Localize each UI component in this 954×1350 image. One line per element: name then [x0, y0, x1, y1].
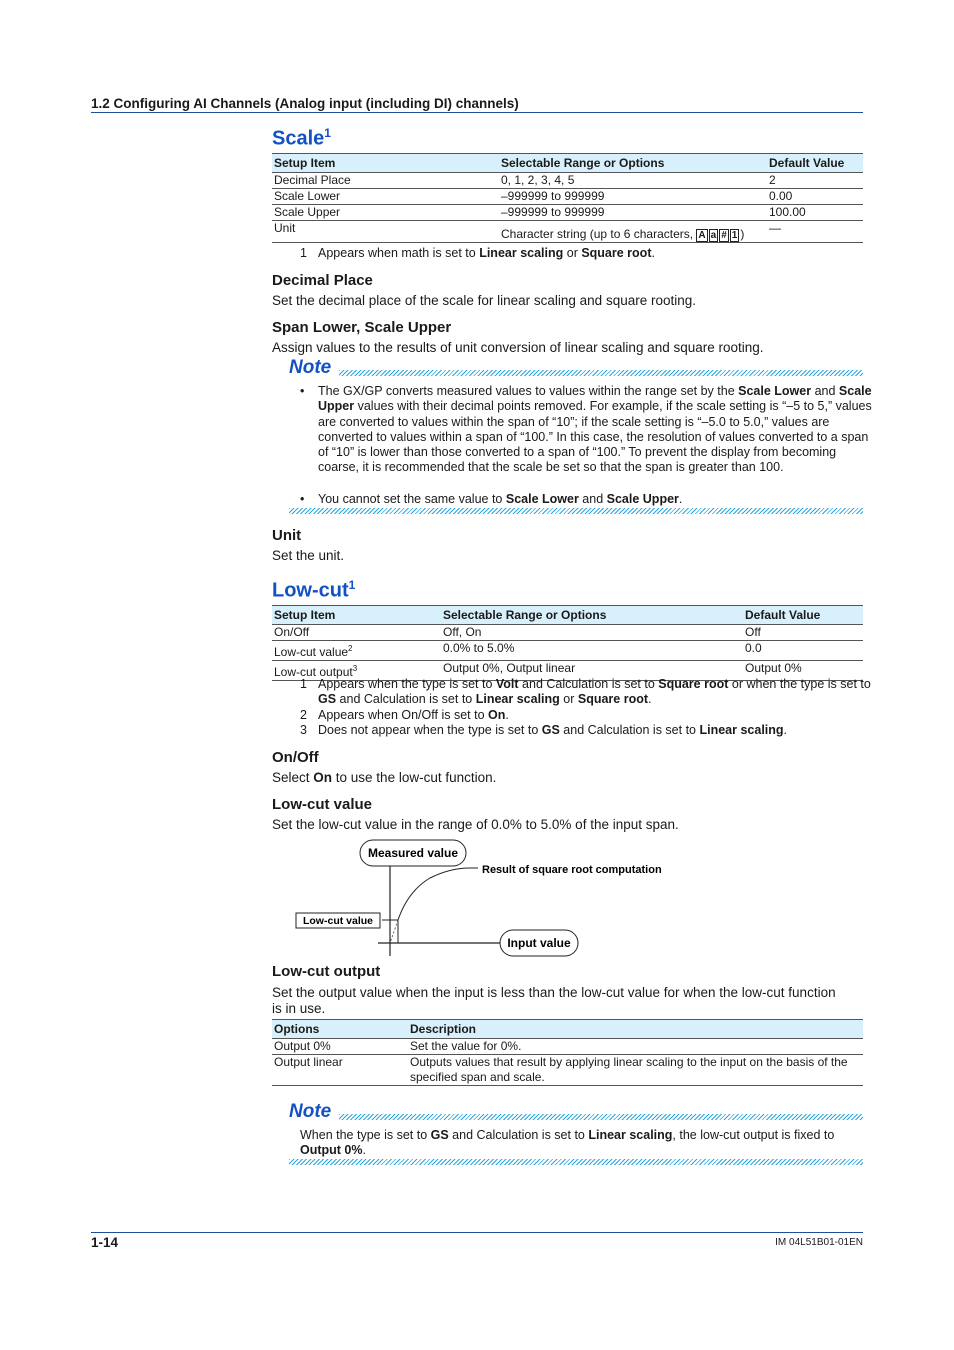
lowcut-output-table — [272, 1019, 863, 1086]
measured-value-label: Measured value — [367, 846, 459, 860]
key-lower-icon: a — [710, 230, 717, 241]
key-upper-icon: A — [698, 230, 706, 241]
scale-footnote — [300, 246, 878, 261]
text: Linear scaling — [479, 246, 564, 260]
table-row — [272, 173, 863, 189]
text: Appears when the type is set to — [318, 677, 496, 691]
cell-unit-range — [499, 221, 767, 243]
col-options: Options — [272, 1020, 408, 1039]
text: Square root — [581, 246, 652, 260]
text: Scale Upper — [606, 492, 679, 506]
col-setup-item: Setup Item — [272, 154, 499, 173]
result-label: Result of square root computation — [482, 864, 662, 876]
note-hatch-2 — [339, 1114, 863, 1120]
lowcut-diagram — [290, 836, 690, 966]
text: Select — [272, 770, 314, 785]
text: Square root — [658, 677, 729, 691]
cell: — — [767, 221, 863, 243]
page-number: 1-14 — [91, 1235, 119, 1250]
lowcut-output-text: Set the output value when the input is less than the low-cut value for when the low-cut function is in use. — [272, 985, 836, 1016]
cell: 0.0 — [743, 641, 863, 661]
text: Scale Lower — [738, 384, 812, 398]
table-row — [272, 221, 863, 243]
text: and Calculation is set to — [559, 723, 700, 737]
table-row — [272, 625, 863, 641]
text: On — [488, 708, 506, 722]
text: and Calculation is set to — [336, 692, 476, 707]
cell — [272, 641, 441, 661]
bullet: • — [300, 492, 305, 506]
key-symbol-icon: # — [721, 230, 727, 241]
col-range: Selectable Range or Options — [499, 154, 767, 173]
note-title-2: Note — [289, 1101, 332, 1122]
section-header: 1.2 Configuring AI Channels (Analog input (including DI) channels) — [91, 96, 863, 113]
cell — [272, 625, 441, 641]
cell: 0.00 — [767, 189, 863, 205]
text: The GX/GP converts measured values to values within the range set by the — [318, 384, 739, 398]
key-number-icon: 1 — [731, 230, 738, 241]
text: Low-cut value — [274, 645, 349, 659]
dashed-line — [390, 920, 398, 943]
cell: Off — [743, 625, 863, 641]
col-range: Selectable Range or Options — [441, 606, 743, 625]
span-heading: Span Lower, Scale Upper — [272, 319, 452, 336]
lowcut-value-text: Set the low-cut value in the range of 0.0% to 5.0% of the input span. — [272, 817, 679, 832]
cell: –999999 to 999999 — [499, 205, 767, 221]
table-row — [272, 205, 863, 221]
decimal-place-text: Set the decimal place of the scale for linear scaling and square rooting. — [272, 293, 696, 308]
col-setup-item: Setup Item — [272, 606, 441, 625]
scale-title: Scale — [272, 127, 325, 150]
cell: Output 0% — [272, 1039, 408, 1055]
note-hatch — [339, 370, 863, 376]
text: . — [648, 692, 652, 707]
table-header-row — [272, 1020, 863, 1039]
footnote-num: 1 — [300, 677, 307, 691]
text: On/Off — [274, 625, 310, 639]
text: Scale Lower — [505, 492, 579, 506]
span-text: Assign values to the results of unit conversion of linear scaling and square rooting. — [272, 340, 764, 355]
table-row — [272, 189, 863, 205]
text: Output 0% — [300, 1143, 363, 1158]
text: Volt — [495, 677, 519, 691]
scale-heading — [272, 126, 331, 151]
text: to use the low-cut function. — [332, 770, 497, 785]
cell: Unit — [272, 221, 499, 243]
text: . — [362, 1143, 366, 1158]
unit-range-text: Character string (up to 6 characters, — [501, 227, 697, 241]
text: Does not appear when the type is set to — [318, 723, 542, 737]
text: You cannot set the same value to — [318, 492, 506, 506]
cell: 0.0% to 5.0% — [441, 641, 743, 661]
footer-rule — [91, 1232, 863, 1233]
text: Low-cut output — [274, 665, 353, 679]
text: Appears when On/Off is set to — [318, 708, 488, 722]
lowcut-footnote-2 — [300, 708, 873, 723]
onoff-text — [272, 770, 496, 786]
unit-text: Set the unit. — [272, 548, 345, 563]
table-row — [272, 1039, 863, 1055]
table-row — [272, 1055, 863, 1086]
document-id: IM 04L51B01-01EN — [775, 1237, 863, 1248]
unit-heading: Unit — [272, 527, 302, 544]
text: and Calculation is set to — [448, 1128, 589, 1142]
unit-close: ) — [740, 227, 745, 241]
cell: Outputs values that result by applying linear scaling to the input on the basis of the specified span and scale. — [408, 1055, 863, 1086]
note2-text — [300, 1128, 860, 1159]
sup: 3 — [352, 664, 358, 673]
text: Linear scaling — [699, 723, 784, 737]
note-title: Note — [289, 357, 332, 378]
text: . — [678, 492, 683, 506]
note-bullet-1 — [300, 384, 873, 476]
cell: Scale Upper — [272, 205, 499, 221]
cell: 100.00 — [767, 205, 863, 221]
col-description: Description — [408, 1020, 863, 1039]
text: Linear scaling — [475, 692, 560, 707]
lowcut-heading — [272, 578, 355, 603]
lowcut-footnote-1 — [300, 677, 873, 708]
text: . — [783, 723, 788, 737]
lowcut-value-label: Low-cut value — [302, 915, 374, 927]
lowcut-table — [272, 605, 863, 681]
text: or when the type is set to — [728, 677, 871, 691]
text: , the low-cut output is fixed to — [672, 1128, 835, 1142]
col-default: Default Value — [767, 154, 863, 173]
cell: Output 0% — [743, 661, 863, 681]
text: GS — [541, 723, 560, 737]
cell: 0, 1, 2, 3, 4, 5 — [499, 173, 767, 189]
lowcut-value-heading: Low-cut value — [272, 796, 373, 813]
footnote-num: 2 — [300, 708, 307, 722]
lowcut-title-sup: 1 — [348, 578, 356, 592]
lowcut-title: Low-cut — [272, 579, 349, 602]
text: values with their decimal points removed. For example, if the scale setting is “–5 to 5,” values are converted to values within the span of “10”; if the scale setting is “–5.0 to 5.0,” values are converted to values within a span of “100.” In this case, the resolution of values converted to a span of “10” is lower than those converted to a span of “100.” To prevent the display from becoming coarse, it is recommended that the scale be set so that the span is greater than 100. — [318, 399, 872, 475]
lowcut-output-heading: Low-cut output — [272, 963, 381, 980]
text: and — [578, 492, 607, 506]
sup: 2 — [348, 644, 353, 653]
footnote-num: 3 — [300, 723, 307, 737]
text: or — [559, 692, 578, 707]
text: Square root — [577, 692, 649, 707]
scale-table — [272, 153, 863, 243]
text: or — [563, 246, 582, 260]
text: Linear scaling — [588, 1128, 673, 1142]
cell: Decimal Place — [272, 173, 499, 189]
col-default: Default Value — [743, 606, 863, 625]
sqrt-curve — [398, 868, 470, 943]
table-header-row — [272, 606, 863, 625]
decimal-place-heading: Decimal Place — [272, 272, 373, 289]
cell: Output linear — [272, 1055, 408, 1086]
scale-title-sup: 1 — [324, 126, 331, 140]
cell: Off, On — [441, 625, 743, 641]
input-value-label: Input value — [507, 936, 571, 950]
table-header-row — [272, 154, 863, 173]
cell: Set the value for 0%. — [408, 1039, 863, 1055]
lowcut-footnote-3 — [300, 723, 873, 738]
text: . — [505, 708, 509, 722]
text: When the type is set to — [300, 1128, 431, 1142]
note-hatch-2-bottom — [289, 1159, 863, 1165]
cell: –999999 to 999999 — [499, 189, 767, 205]
text: . — [651, 246, 655, 260]
text: and — [811, 384, 839, 398]
text: Scale Upper — [318, 384, 872, 414]
cell: Output 0%, Output linear — [441, 661, 743, 681]
bullet: • — [300, 384, 305, 398]
text: and Calculation is set to — [518, 677, 659, 691]
text: On — [313, 770, 333, 785]
cell: 2 — [767, 173, 863, 189]
text: GS — [318, 692, 337, 707]
note-hatch-bottom — [289, 508, 863, 514]
text: Appears when math is set to — [318, 246, 480, 260]
text: GS — [430, 1128, 449, 1142]
table-row — [272, 641, 863, 661]
onoff-heading: On/Off — [272, 749, 319, 766]
cell: Scale Lower — [272, 189, 499, 205]
footnote-num: 1 — [300, 246, 307, 260]
note-bullet-2 — [300, 492, 873, 507]
